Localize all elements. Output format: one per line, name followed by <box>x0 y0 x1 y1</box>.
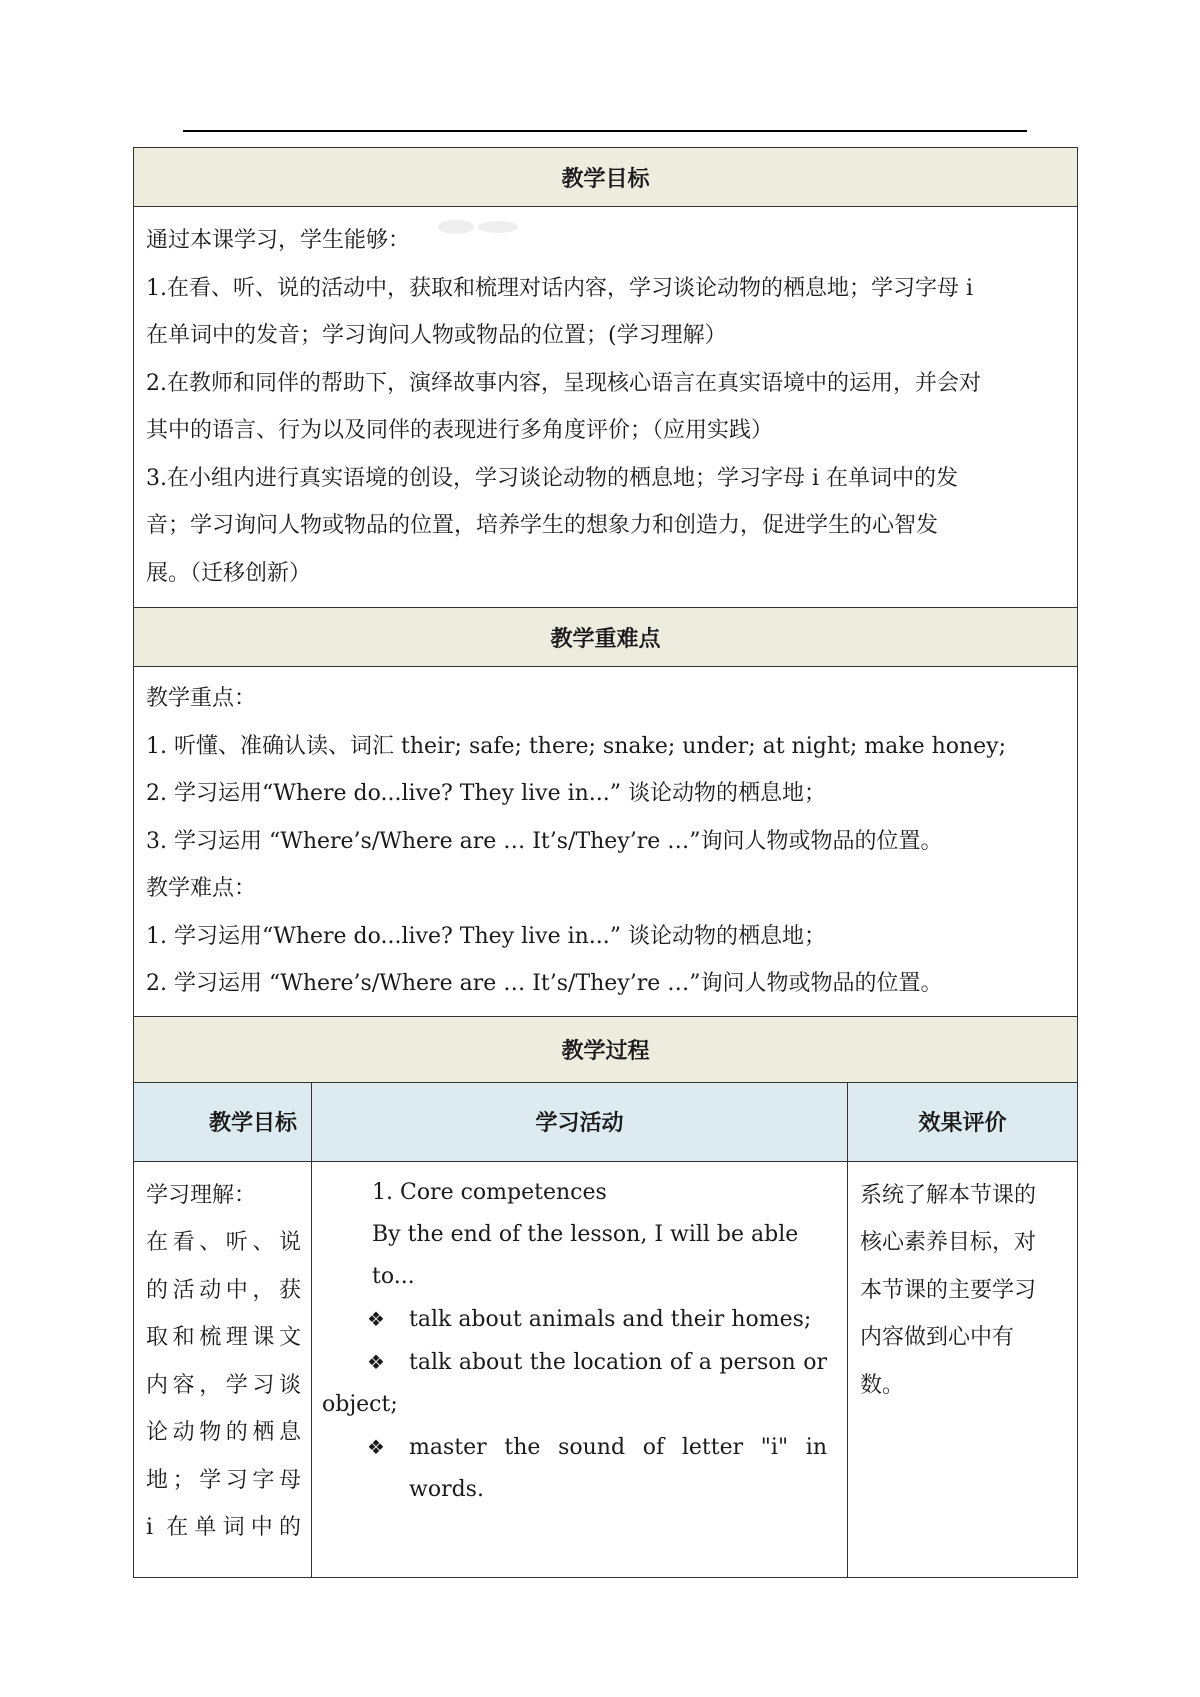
evaluation-line: 内容做到心中有 <box>860 1325 1015 1350</box>
process-evaluation-cell <box>848 1161 1078 1577</box>
objective-text-line: 地；学习字母 <box>146 1467 301 1493</box>
objective-line: 音；学习询问人物或物品的位置，培养学生的想象力和创造力，促进学生的心智发 <box>146 513 939 538</box>
evaluation-line: 本节课的主要学习 <box>860 1277 1037 1303</box>
objectives-intro: 通过本课学习，学生能够： <box>146 228 411 253</box>
objectives-content <box>134 207 1078 608</box>
objective-line: 1.在看、听、说的活动中，获取和梳理对话内容，学习谈论动物的栖息地；学习字母 i <box>146 275 974 301</box>
activity-bullet: ❖ master the sound of letter "i" in words. <box>322 1426 827 1511</box>
activity-bullet-continuation: object; <box>322 1391 398 1417</box>
process-objective-cell <box>134 1161 312 1577</box>
header-rule <box>183 130 1027 132</box>
focus-item: 1. 听懂、准确认读、词汇 their; safe; there; snake; under; at night; make honey; <box>146 733 1007 759</box>
activity-lead: By the end of the lesson, I will be able to... <box>372 1221 799 1289</box>
key-points-header: 教学重难点 <box>134 608 1078 667</box>
focus-label: 教学重点： <box>146 686 257 711</box>
difficulty-item: 1. 学习运用“Where do...live? They live in...” 谈论动物的栖息地； <box>146 923 827 949</box>
difficulty-item: 2. 学习运用 “Where’s/Where are … It’s/They’re …”询问人物或物品的位置。 <box>146 971 943 996</box>
evaluation-line: 系统了解本节课的 <box>860 1182 1037 1208</box>
objective-text-line: 取和梳理课文 <box>146 1325 301 1350</box>
objective-text-line: i 在单词中的 <box>146 1515 301 1540</box>
activity-title: 1. Core competences <box>372 1179 607 1205</box>
activity-bullet: ❖ talk about the location of a person or <box>322 1341 827 1384</box>
objective-line: 展。（迁移创新） <box>146 560 312 586</box>
process-header: 教学过程 <box>134 1016 1078 1082</box>
objective-text-line: 论动物的栖息 <box>146 1420 301 1445</box>
objective-text-line: 内容，学习谈 <box>146 1372 301 1398</box>
diamond-bullet-icon: ❖ <box>367 1306 385 1331</box>
diamond-bullet-icon: ❖ <box>367 1349 385 1374</box>
objective-text-line: 在看、听、说 <box>146 1230 301 1255</box>
column-header-activity: 学习活动 <box>312 1082 848 1161</box>
difficulty-label: 教学难点： <box>146 876 257 901</box>
evaluation-line: 核心素养目标，对 <box>860 1230 1037 1255</box>
focus-item: 3. 学习运用 “Where’s/Where are … It’s/They’re …”询问人物或物品的位置。 <box>146 828 943 854</box>
activity-bullet: ❖ talk about animals and their homes; <box>322 1298 827 1341</box>
evaluation-line: 数。 <box>860 1372 905 1398</box>
process-activity-cell <box>312 1161 848 1577</box>
objective-line: 2.在教师和同伴的帮助下，演绎故事内容，呈现核心语言在真实语境中的运用，并会对 <box>146 370 981 396</box>
column-header-objective: 教学目标 <box>134 1082 312 1161</box>
column-header-evaluation: 效果评价 <box>848 1082 1078 1161</box>
objective-line: 其中的语言、行为以及同伴的表现进行多角度评价；（应用实践） <box>146 418 774 443</box>
focus-item: 2. 学习运用“Where do...live? They live in...” 谈论动物的栖息地； <box>146 781 827 806</box>
objective-text-line: 的活动中，获 <box>146 1277 301 1303</box>
diamond-bullet-icon: ❖ <box>367 1434 385 1459</box>
objective-text-line: 学习理解： <box>146 1182 257 1208</box>
lesson-plan-table <box>133 147 1078 1578</box>
objective-line: 3.在小组内进行真实语境的创设，学习谈论动物的栖息地；学习字母 i 在单词中的发 <box>146 465 959 491</box>
objectives-header: 教学目标 <box>134 148 1078 207</box>
objective-line: 在单词中的发音；学习询问人物或物品的位置；(学习理解） <box>146 323 727 348</box>
key-points-content <box>134 667 1078 1017</box>
